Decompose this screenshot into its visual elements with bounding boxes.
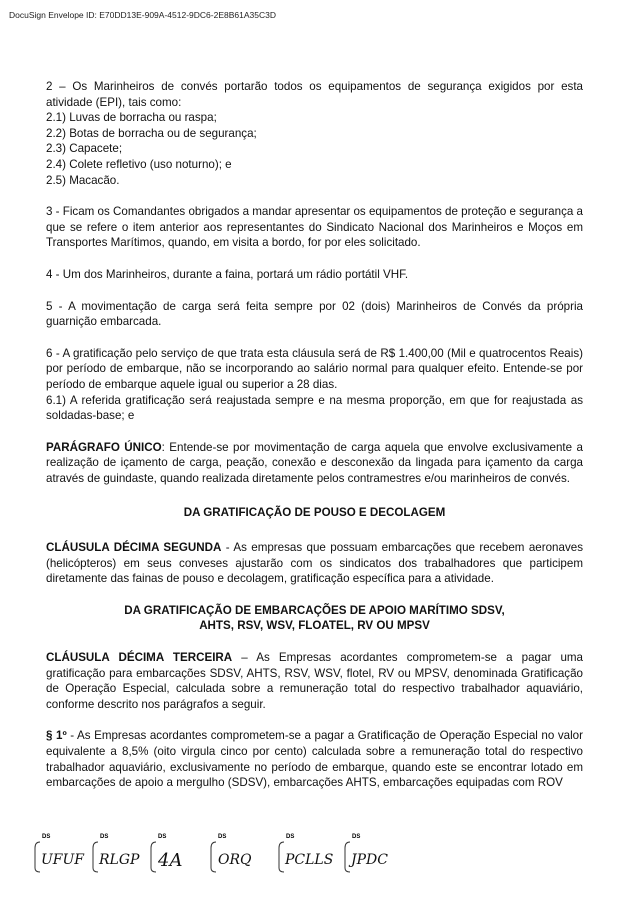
initial-signature	[90, 838, 150, 878]
clausula-12-label: CLÁUSULA DÉCIMA SEGUNDA	[46, 541, 222, 555]
item-4: 4 - Um dos Marinheiros, durante a faina, portará um rádio portátil VHF.	[46, 267, 409, 281]
initial-box	[276, 834, 336, 878]
initial-signature-text: RLGP	[99, 852, 140, 868]
ds-tag: DS	[158, 834, 167, 840]
document-body	[46, 79, 583, 807]
heading-apoio-line-2: AHTS, RSV, WSV, FLOATEL, RV OU MPSV	[199, 619, 430, 633]
initial-box	[32, 834, 92, 878]
clausula-13	[46, 650, 583, 712]
initial-box	[208, 834, 268, 878]
initial-signature-text: PCLLS	[285, 852, 334, 868]
initial-signature	[208, 838, 268, 878]
initial-box	[148, 834, 208, 878]
list-item: 2.3) Capacete;	[46, 142, 123, 156]
envelope-id: DocuSign Envelope ID: E70DD13E-909A-4512-9DC6-2E8B61A35C3D	[9, 10, 276, 20]
ds-tag: DS	[42, 834, 51, 840]
initial-signature	[342, 838, 402, 878]
item-5: 5 - A movimentação de carga será feita sempre por 02 (dois) Marinheiros de Convés da própria guarnição embarcada.	[46, 299, 583, 329]
list-item: 2.5) Macacão.	[46, 173, 120, 187]
paragrafo-1-label: § 1º	[46, 729, 67, 743]
ds-tag: DS	[100, 834, 109, 840]
ds-tag: DS	[218, 834, 227, 840]
item-3: 3 - Ficam os Comandantes obrigados a mandar apresentar os equipamentos de proteção e segurança a que se refere o item anterior aos representantes do Sindicato Nacional dos Marinheiros e Moços em Transportes Marítimos, quando, em visita a bordo, for por eles solicitado.	[46, 205, 583, 250]
clausula-13-label: CLÁUSULA DÉCIMA TERCEIRA	[46, 651, 233, 665]
item-6-1: 6.1) A referida gratificação será reajustada sempre e na mesma proporção, em que for reajustada as soldadas-base; e	[46, 393, 583, 423]
initial-box	[342, 834, 402, 878]
initial-box	[90, 834, 150, 878]
initial-signature	[32, 838, 92, 878]
initial-signature-text: 4A	[158, 850, 183, 871]
paragrafo-unico-text: : Entende-se por movimentação de carga aquela que envolve exclusivamente a realização de içamento de carga, peação, conexão e desconexão da lingada para içamento da carga através de guindaste, quando realizada diretamente pelos contramestres e/ou marinheiros de convés.	[46, 440, 583, 485]
initial-signature-text: JPDC	[351, 852, 388, 868]
list-item: 2.1) Luvas de borracha ou raspa;	[46, 111, 217, 125]
item-6: 6 - A gratificação pelo serviço de que trata esta cláusula será de R$ 1.400,00 (Mil e quatrocentos Reais) por período de embarque, não se incorporando ao salário normal para qualquer efeito. Entende-se por período de embarque aquele igual ou superior a 28 dias.	[46, 346, 583, 391]
ds-tag: DS	[286, 834, 295, 840]
clausula-12	[46, 540, 583, 587]
heading-apoio	[46, 603, 583, 634]
item-2-intro: 2 – Os Marinheiros de convés portarão todos os equipamentos de segurança exigidos por esta atividade (EPI), tais como:	[46, 80, 583, 109]
paragrafo-1	[46, 728, 583, 790]
paragrafo-unico	[46, 440, 583, 487]
paragrafo-unico-label: PARÁGRAFO ÚNICO	[46, 440, 162, 454]
list-item: 2.2) Botas de borracha ou de segurança;	[46, 126, 257, 140]
heading-apoio-line-1: DA GRATIFICAÇÃO DE EMBARCAÇÕES DE APOIO MARÍTIMO SDSV,	[124, 603, 505, 617]
clausula-13-text: – As Empresas acordantes comprometem-se a pagar uma gratificação para embarcações SDSV, AHTS, RSV, WSV, flotel, RV ou MPSV, denominada Gratificação de Operação Especial, calculada sobre a remuneração total do respectivo trabalhador aquaviário, conforme descrito nos parágrafos a seguir.	[46, 651, 583, 711]
initial-signature	[276, 838, 336, 878]
initial-signature-text: ORQ	[218, 852, 252, 868]
initial-signature	[148, 838, 208, 878]
clausula-12-text: - As empresas que possuam embarcações que recebem aeronaves (helicópteros) em seus conveses ajustarão com os sindicatos dos trabalhadores que participem diretamente das fainas de pouso e decolagem, gratificação específica para a atividade.	[46, 541, 583, 586]
ds-tag: DS	[352, 834, 361, 840]
item-2	[46, 79, 583, 188]
initials-row	[32, 834, 432, 880]
list-item: 2.4) Colete refletivo (uso noturno); e	[46, 157, 232, 171]
paragrafo-1-text: - As Empresas acordantes comprometem-se a pagar a Gratificação de Operação Especial no valor equivalente a 8,5% (oito virgula cinco por cento) calculada sobre a remuneração total do respectivo trabalhador aquaviário, exclusivamente no período de embarque, quando este se encontrar lotado em embarcações de apoio a mergulho (SDSV), embarcações AHTS, embarcações equipadas com ROV	[46, 729, 583, 790]
initial-signature-text: UFUF	[41, 852, 85, 868]
heading-pouso: DA GRATIFICAÇÃO DE POUSO E DECOLAGEM	[183, 506, 446, 520]
